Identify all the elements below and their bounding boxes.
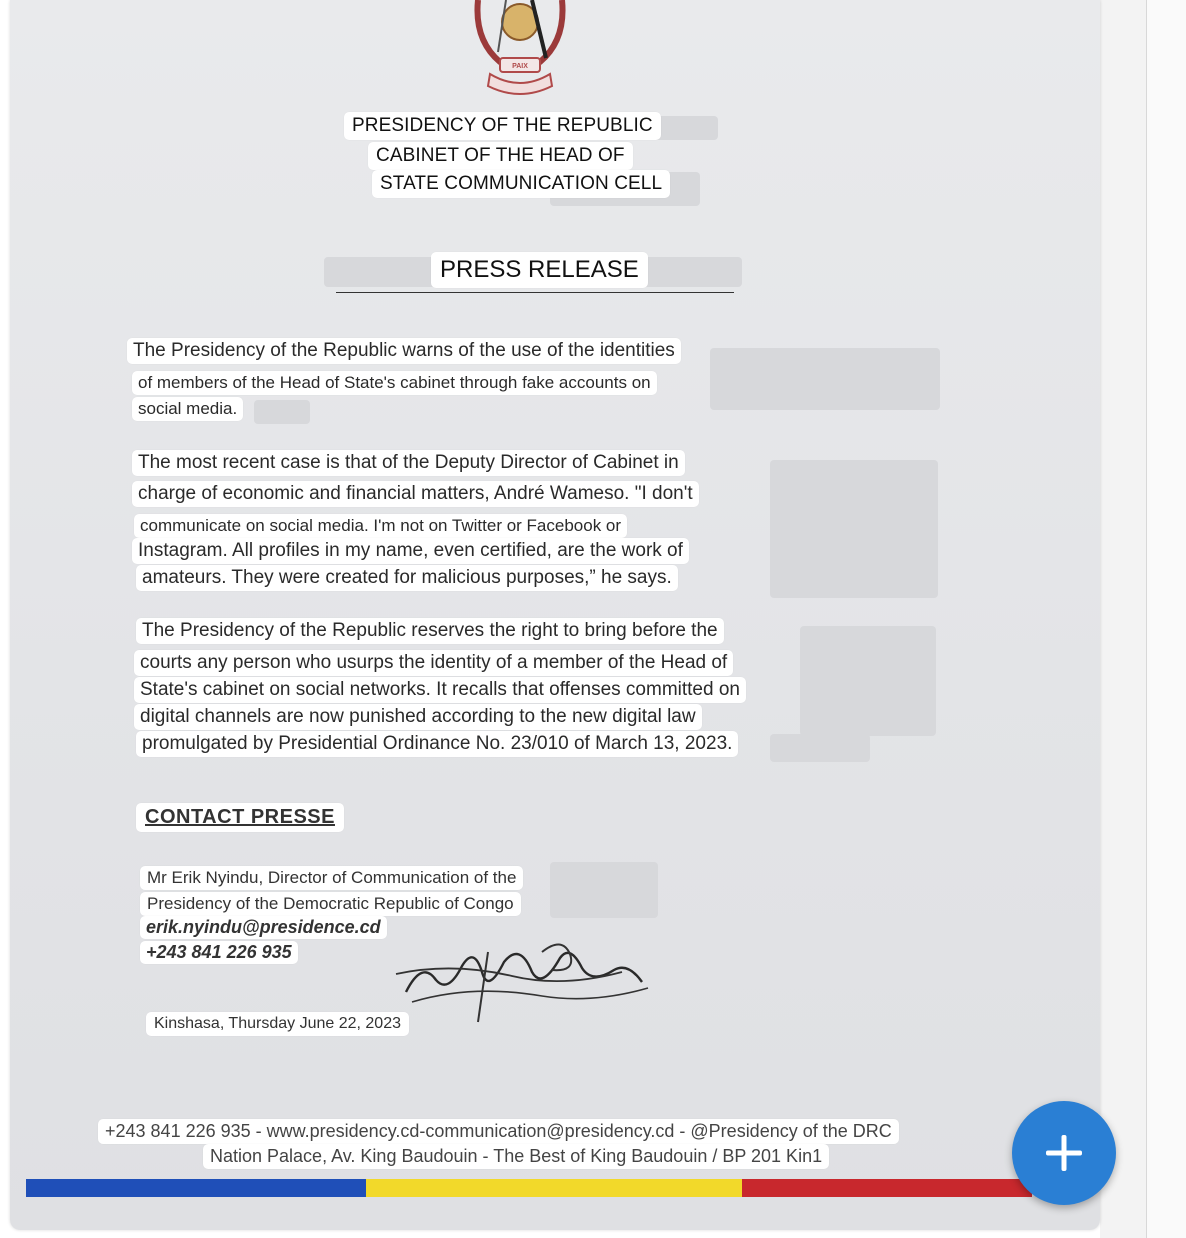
header-line-2: CABINET OF THE HEAD OF <box>368 142 633 170</box>
scroll-track[interactable] <box>1146 0 1186 1238</box>
contact-phone: +243 841 226 935 <box>140 941 298 964</box>
contact-line-2: Presidency of the Democratic Republic of Congo <box>140 892 521 916</box>
shadow <box>254 400 310 424</box>
p3-line-2: courts any person who usurps the identity of a member of the Head of <box>134 650 733 676</box>
scroll-track-inner <box>1100 0 1146 1238</box>
flag-band-blue <box>26 1179 366 1197</box>
contact-title: CONTACT PRESSE <box>136 803 344 832</box>
p2-line-1: The most recent case is that of the Deputy Director of Cabinet in <box>132 450 685 476</box>
p2-line-2: charge of economic and financial matters, André Wameso. "I don't <box>132 481 699 507</box>
add-button[interactable] <box>1012 1101 1116 1205</box>
document-page <box>10 0 1100 1230</box>
svg-text:PAIX: PAIX <box>512 63 528 70</box>
contact-line-1: Mr Erik Nyindu, Director of Communication of the <box>140 866 523 890</box>
p1-line-3: social media. <box>132 397 243 421</box>
flag-band-red <box>742 1179 1032 1197</box>
plus-icon <box>1042 1131 1086 1175</box>
p1-line-2: of members of the Head of State's cabinet through fake accounts on <box>132 371 657 395</box>
p1-line-1: The Presidency of the Republic warns of the use of the identities <box>127 338 681 364</box>
p3-line-4: digital channels are now punished according to the new digital law <box>134 704 702 730</box>
p2-line-5: amateurs. They were created for malicious purposes,” he says. <box>136 565 678 591</box>
release-date: Kinshasa, Thursday June 22, 2023 <box>146 1012 409 1036</box>
coat-of-arms-emblem <box>460 0 580 100</box>
header-line-3: STATE COMMUNICATION CELL <box>372 170 670 198</box>
p3-line-3: State's cabinet on social networks. It recalls that offenses committed on <box>134 677 746 703</box>
p3-line-5: promulgated by Presidential Ordinance No. 23/010 of March 13, 2023. <box>136 731 738 757</box>
p2-line-3: communicate on social media. I'm not on Twitter or Facebook or <box>134 514 627 538</box>
press-release-title: PRESS RELEASE <box>431 252 648 288</box>
title-underline <box>336 292 734 293</box>
shadow <box>770 734 870 762</box>
contact-email: erik.nyindu@presidence.cd <box>140 916 387 939</box>
footer-line-2: Nation Palace, Av. King Baudouin - The Best of King Baudouin / BP 201 Kin1 <box>203 1144 829 1169</box>
p3-line-1: The Presidency of the Republic reserves the right to bring before the <box>136 618 724 644</box>
shadow <box>770 460 938 598</box>
flag-band-yellow <box>366 1179 742 1197</box>
shadow <box>550 862 658 918</box>
p2-line-4: Instagram. All profiles in my name, even certified, are the work of <box>132 538 689 564</box>
footer-line-1: +243 841 226 935 - www.presidency.cd-communication@presidency.cd - @Presidency of the DRC <box>98 1119 899 1144</box>
shadow <box>800 626 936 736</box>
header-line-1: PRESIDENCY OF THE REPUBLIC <box>344 112 661 140</box>
signature-image <box>392 932 652 1024</box>
shadow <box>710 348 940 410</box>
